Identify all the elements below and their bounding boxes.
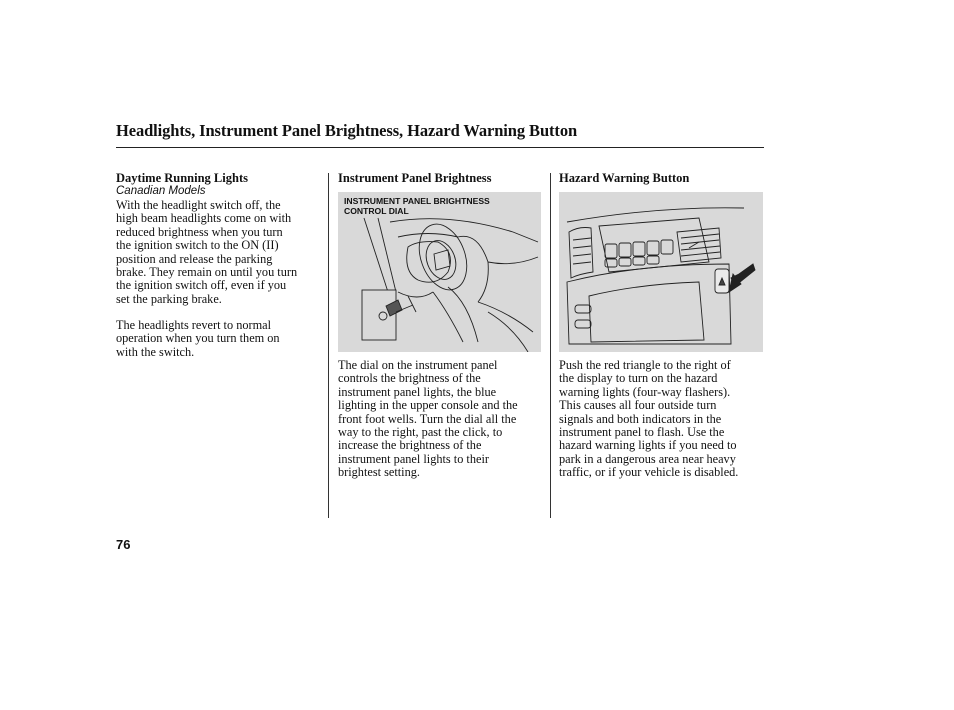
text-line: traffic, or if your vehicle is disabled. <box>559 465 739 480</box>
text-line: front foot wells. Turn the dial all the <box>338 411 517 426</box>
text-line: high beam headlights come on with <box>116 211 292 226</box>
text-line: reduced brightness when you turn <box>116 224 283 239</box>
drl-paragraph-1 <box>116 199 297 306</box>
text-line: controls the brightness of the <box>338 371 481 386</box>
hazard-paragraph <box>559 359 738 480</box>
ipb-heading: Instrument Panel Brightness <box>338 171 492 185</box>
text-line: the ignition switch off, even if you <box>116 278 287 293</box>
text-line: The dial on the instrument panel <box>338 358 498 372</box>
dashboard-steering-wheel-drawing <box>338 192 541 352</box>
text-line: The headlights revert to normal <box>116 318 272 332</box>
figure-label-line: INSTRUMENT PANEL BRIGHTNESS <box>344 196 490 206</box>
hazard-illustration <box>559 192 763 352</box>
text-line: operation when you turn them on <box>116 331 280 346</box>
text-line: instrument panel lights, the blue <box>338 384 497 399</box>
text-line: set the parking brake. <box>116 291 222 306</box>
text-line: instrument panel lights to their <box>338 451 489 466</box>
text-line: the ignition switch to the ON (II) <box>116 238 279 253</box>
text-line: brake. They remain on until you turn <box>116 265 298 280</box>
hazard-heading: Hazard Warning Button <box>559 171 690 185</box>
ipb-illustration <box>338 192 541 352</box>
page-title: Headlights, Instrument Panel Brightness, Hazard Warning Button <box>116 121 578 140</box>
column-divider-1 <box>328 173 329 518</box>
column-divider-2 <box>550 173 551 518</box>
text-line: hazard warning lights if you need to <box>559 438 737 453</box>
drl-paragraph-2 <box>116 319 280 359</box>
text-line: Push the red triangle to the right of <box>559 358 731 372</box>
text-line: signals and both indicators in the <box>559 411 722 426</box>
text-line: lighting in the upper console and the <box>338 398 518 413</box>
text-line: position and release the parking <box>116 251 273 266</box>
title-divider <box>116 147 764 148</box>
text-line: instrument panel to flash. Use the <box>559 425 725 440</box>
text-line: the display to turn on the hazard <box>559 371 718 386</box>
text-line: way to the right, past the click, to <box>338 425 503 440</box>
drl-heading: Daytime Running Lights <box>116 171 248 185</box>
text-line: park in a dangerous area near heavy <box>559 451 736 466</box>
text-line: With the headlight switch off, the <box>116 198 281 212</box>
drl-subheading: Canadian Models <box>116 185 206 197</box>
text-line: warning lights (four-way flashers). <box>559 384 731 399</box>
text-line: brightest setting. <box>338 465 420 480</box>
text-line: increase the brightness of the <box>338 438 482 453</box>
center-console-drawing <box>559 192 763 352</box>
figure-label-line: CONTROL DIAL <box>344 206 409 216</box>
page-number: 76 <box>116 537 131 552</box>
text-line: with the switch. <box>116 344 195 359</box>
ipb-paragraph <box>338 359 518 480</box>
text-line: This causes all four outside turn <box>559 398 717 413</box>
